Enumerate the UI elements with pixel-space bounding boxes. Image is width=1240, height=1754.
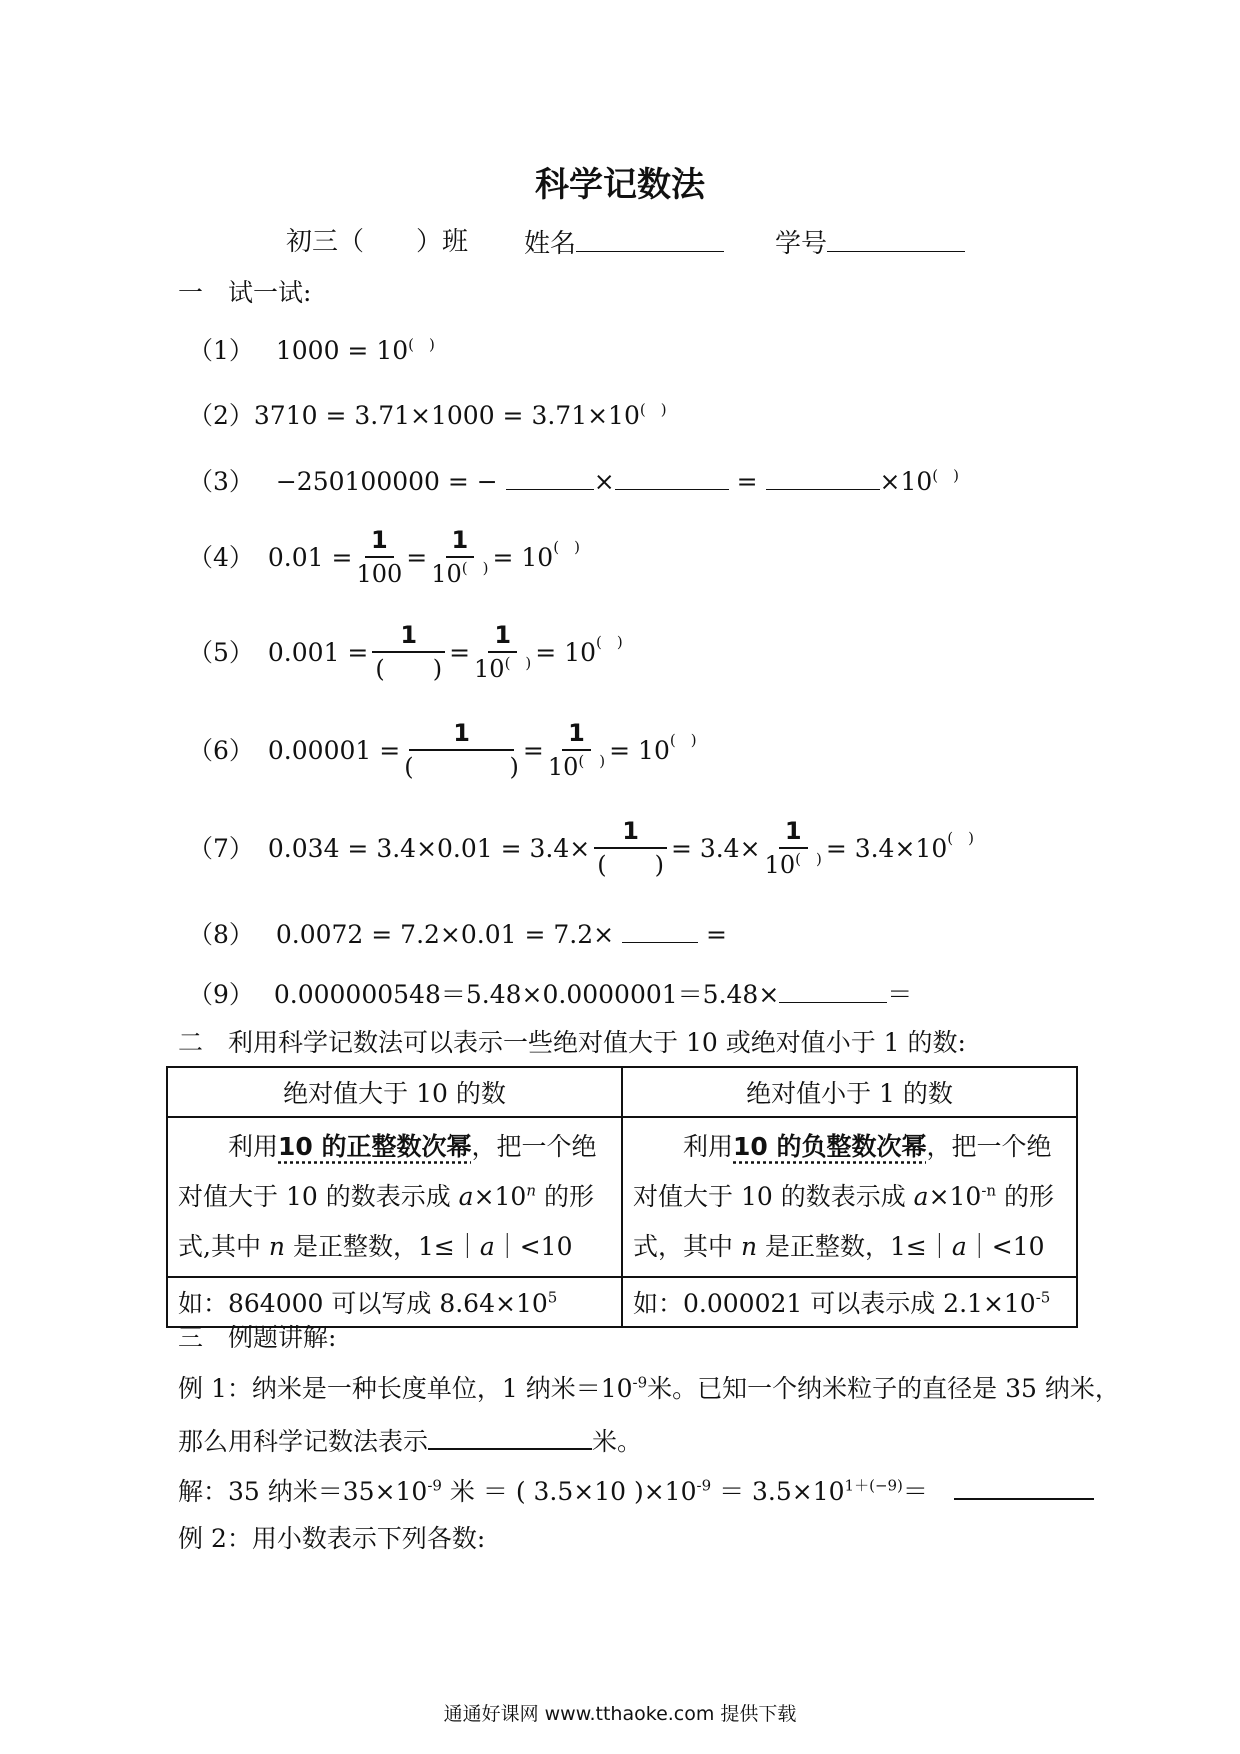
page-title: 科学记数法	[535, 165, 705, 205]
emphasis-text: 10 的负整数次幂	[733, 1132, 927, 1161]
comparison-table	[166, 1066, 1078, 1328]
answer-blank[interactable]	[766, 467, 880, 490]
fraction: $\frac{1}{( )}$	[594, 818, 667, 879]
expression: 0.000000548＝5.48×0.0000001＝5.48×	[273, 980, 780, 1009]
expression: = 10	[609, 735, 670, 765]
name-blank[interactable]	[576, 229, 724, 252]
exponent-blank[interactable]: ( )	[408, 335, 435, 354]
expression: 3710 = 3.71×1000 = 3.71×10	[253, 401, 640, 430]
class-label: 初三（ ）班	[286, 227, 469, 257]
footer-text: 通通好课网 www.tthaoke.com 提供下载	[443, 1703, 797, 1725]
fraction: $\frac{1}{10^{( )}}$	[547, 718, 606, 781]
exercise-9	[188, 980, 912, 1007]
denominator-blank[interactable]: ( )	[597, 851, 664, 879]
exercise-6: （6） 0.00001 = $\frac{1}{( )}$ = $\frac{1}{10^{( )}}$ = 10 ( )	[188, 718, 697, 781]
exercise-5: （5） 0.001 = $\frac{1}{( )}$ = $\frac{1}{10^{( )}}$ = 10 ( )	[188, 620, 623, 683]
id-label: 学号	[775, 229, 828, 259]
exercise-4: （4） 0.01 = $\frac{1}{100}$ = $\frac{1}{10^{( )}}$ = 10 ( )	[188, 525, 580, 588]
expression: = 3.4×10	[825, 833, 948, 863]
exponent-blank[interactable]: ( )	[932, 466, 959, 485]
section1-heading: 一 试一试:	[178, 278, 312, 307]
answer-blank[interactable]	[622, 920, 698, 943]
expression: 0.00001 =	[267, 735, 401, 765]
expression: 0.0072 = 7.2×0.01 = 7.2×	[275, 920, 615, 949]
fraction: $\frac{1}{100}$	[356, 525, 403, 588]
answer-blank[interactable]	[506, 467, 594, 490]
answer-blank[interactable]	[954, 1476, 1094, 1500]
item-number: （5）	[188, 637, 254, 667]
section2-heading: 二 利用科学记数法可以表示一些绝对值大于 10 或绝对值小于 1 的数:	[178, 1028, 966, 1057]
exercise-2	[188, 400, 667, 430]
exponent-blank[interactable]: ( )	[639, 400, 667, 419]
name-label: 姓名	[524, 229, 577, 259]
denominator-blank[interactable]: ( )	[375, 655, 443, 683]
expression: 0.01 =	[267, 542, 353, 572]
table-header-left: 绝对值大于 10 的数	[167, 1067, 622, 1117]
expression: 0.001 =	[267, 637, 369, 667]
example-1-question: 那么用科学记数法表示 米。	[178, 1427, 643, 1456]
table-cell-right: 利用10 的负整数次幂，把一个绝对值大于 10 的数表示成 $a\times 10^{-n}$ 的形式，其中 n 是正整数，1≤｜a｜<10	[622, 1117, 1077, 1277]
id-field	[775, 229, 965, 257]
fraction: $\frac{1}{10^{( )}}$	[431, 525, 489, 588]
exponent-blank[interactable]: ( )	[795, 850, 822, 868]
answer-blank[interactable]	[615, 467, 729, 490]
equals-sign: =	[522, 735, 544, 765]
item-number: （4）	[188, 542, 254, 572]
id-blank[interactable]	[827, 229, 965, 252]
equals-sign: =	[706, 920, 727, 949]
equals-sign: =	[406, 542, 428, 572]
fraction: $\frac{1}{( )}$	[372, 622, 445, 683]
table-example-right: 如：0.000021 可以表示成 $2.1\times 10^{-5}$	[622, 1277, 1077, 1327]
name-field	[524, 229, 724, 257]
fraction: $\frac{1}{10^{( )}}$	[764, 816, 822, 879]
exponent-blank[interactable]: ( )	[504, 654, 532, 672]
expression: ×10	[879, 467, 933, 496]
item-number: （7）	[188, 833, 254, 863]
expression: = 10	[535, 637, 597, 667]
exercise-3	[188, 467, 959, 494]
example-2: 例 2：用小数表示下列各数:	[178, 1524, 486, 1553]
item-number: （1）	[188, 336, 254, 365]
exercise-7: （7） 0.034 = 3.4×0.01 = 3.4× $\frac{1}{( )}$ = 3.4× $\frac{1}{10^{( )}}$ = 3.4×10 ( )	[188, 816, 974, 879]
times-sign: ×	[593, 467, 615, 496]
emphasis-text: 10 的正整数次幂	[278, 1132, 472, 1161]
table-header-right: 绝对值小于 1 的数	[622, 1067, 1077, 1117]
expression: 1000 = 10	[275, 336, 409, 365]
answer-blank[interactable]	[779, 980, 887, 1003]
item-number: （9）	[188, 980, 254, 1009]
table-cell-left: 利用10 的正整数次幂，把一个绝对值大于 10 的数表示成 $a\times 10^n$ 的形式,其中 n 是正整数，1≤｜a｜<10	[167, 1117, 622, 1277]
denominator-blank[interactable]: ( )	[404, 753, 519, 781]
fraction: $\frac{1}{( )}$	[404, 718, 519, 781]
example-1: 例 1：纳米是一种长度单位，1 纳米$=10^{-9}$米。已知一个纳米粒子的直径是 35 纳米，	[178, 1373, 1120, 1403]
fraction: $\frac{1}{10^{( )}}$	[474, 620, 532, 683]
table-example-left: 如：864000 可以写成 $8.64\times 10^5$	[167, 1277, 622, 1327]
expression: = 3.4×	[670, 833, 761, 863]
equals-sign: =	[736, 467, 758, 496]
expression: −250100000 = −	[275, 467, 498, 496]
exercise-8	[188, 920, 727, 947]
exponent-blank[interactable]: ( )	[578, 752, 606, 770]
example-1-solution: 解：35 纳米$=35\times 10^{-9}$ 米 ＝ ( 3.5×10 )$\times 10^{-9} = 3.5\times 10^{1+(-9)}=$	[178, 1476, 1094, 1504]
section3-heading: 三 例题讲解:	[178, 1323, 337, 1352]
item-number: （8）	[188, 920, 254, 949]
exercise-1	[188, 335, 435, 365]
equals-sign: ＝	[887, 980, 913, 1009]
expression: = 10	[492, 542, 554, 572]
item-number: （6）	[188, 735, 254, 765]
exponent-blank[interactable]: ( )	[461, 559, 489, 577]
item-number: （2）	[188, 401, 254, 430]
item-number: （3）	[188, 467, 254, 496]
equals-sign: =	[449, 637, 471, 667]
expression: 0.034 = 3.4×0.01 = 3.4×	[267, 833, 591, 863]
answer-blank[interactable]	[428, 1426, 592, 1450]
